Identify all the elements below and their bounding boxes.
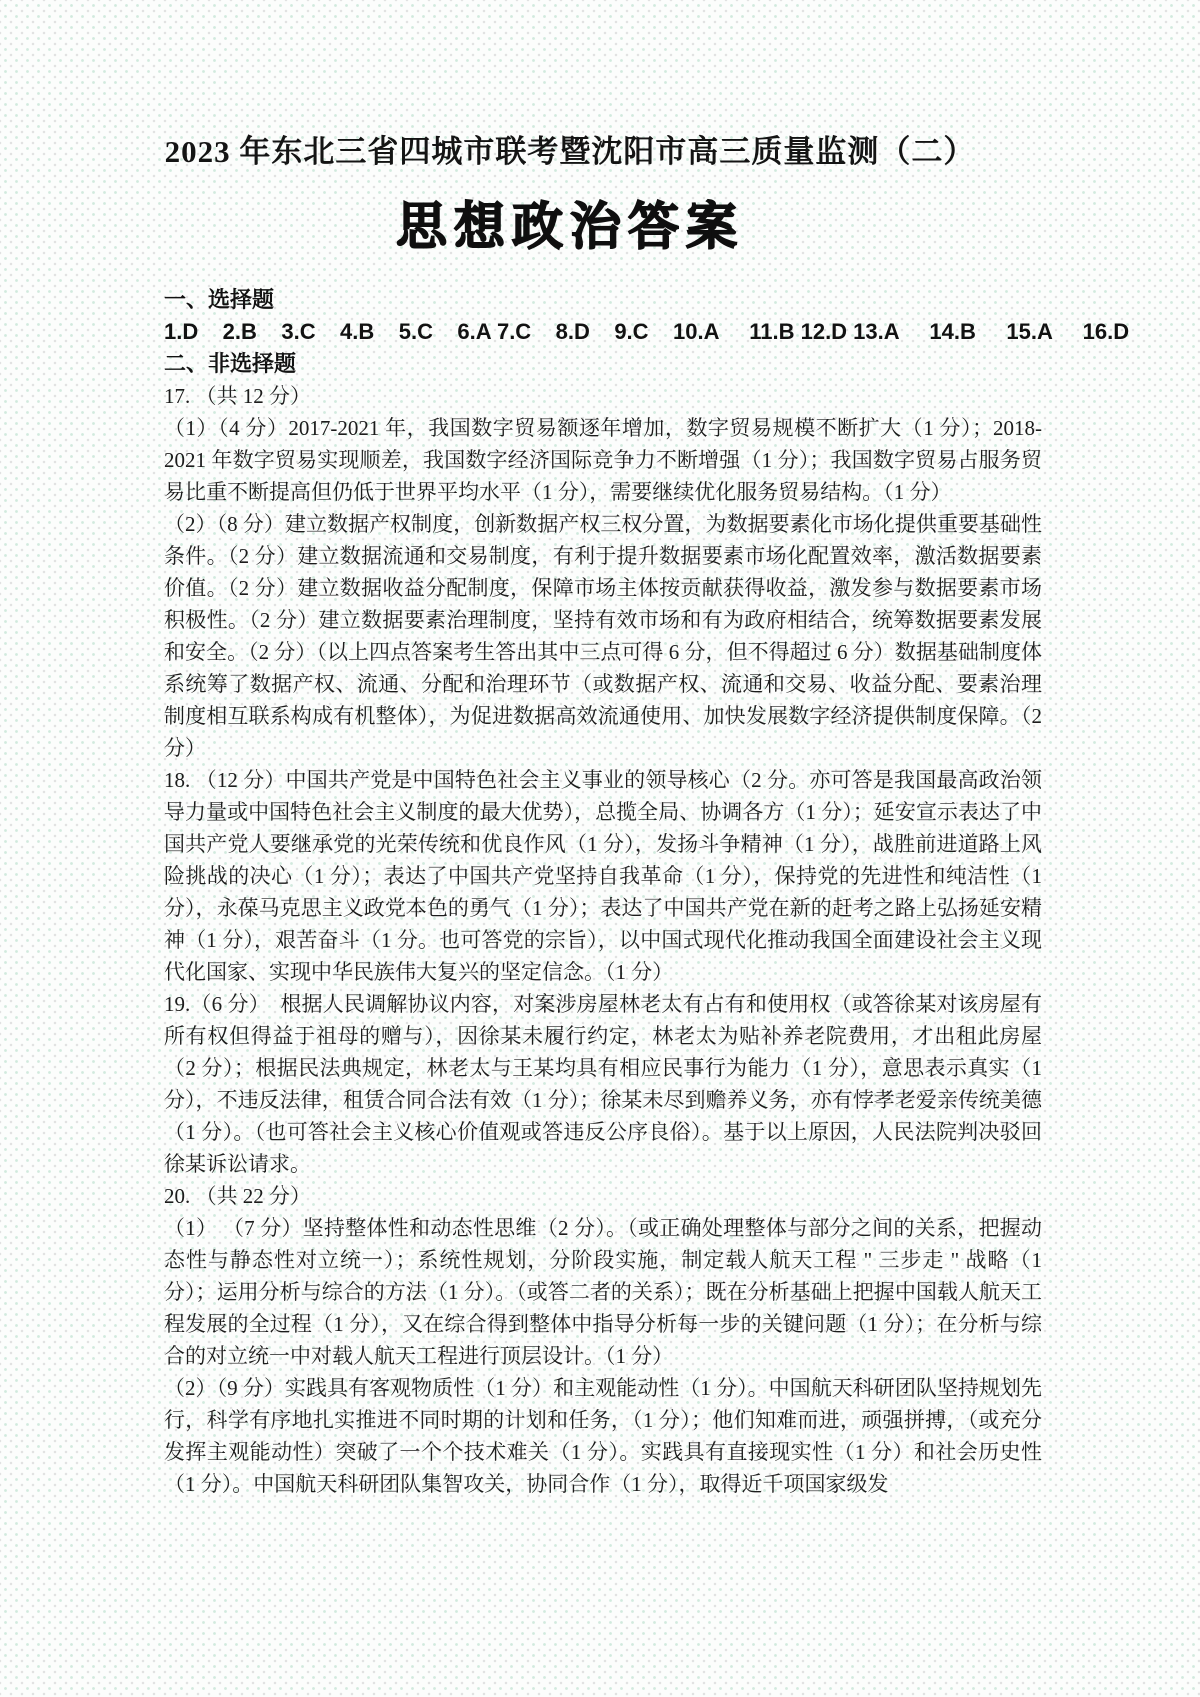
question-17-part1-answer: （1）（4 分）2017-2021 年，我国数字贸易额逐年增加，数字贸易规模不断扩大（1 分）；2018-2021 年数字贸易实现顺差，我国数字经济国际竞争力不断增强（1 分）；我国数字贸易占服务贸易比重不断提高但仍低于世界平均水平（1 分），需要继续优化服务贸易结构。（1 分）: [164, 416, 1042, 504]
exam-title: 2023 年东北三省四城市联考暨沈阳市高三质量监测（二）: [164, 134, 976, 169]
question-20-header: 20. （共 22 分）: [164, 1184, 311, 1208]
question-20-part2-answer: （2）（9 分）实践具有客观物质性（1 分）和主观能动性（1 分）。中国航天科研团队坚持规划先行，科学有序地扎实推进不同时期的计划和任务，（1 分）；他们知难而进，顽强拼搏，（或充分发挥主观能动性）突破了一个个技术难关（1 分）。实践具有直接现实性（1 分）和社会历史性（1 分）。中国航天科研团队集智攻关，协同合作（1 分），取得近千项国家级发: [164, 1376, 1042, 1496]
question-20-part1-answer: （1） （7 分）坚持整体性和动态性思维（2 分）。（或正确处理整体与部分之间的关系，把握动态性与静态性对立统一）；系统性规划，分阶段实施，制定载人航天工程 " 三步走 " 战略（1 分）；运用分析与综合的方法（1 分）。（或答二者的关系）；既在分析基础上把握中国载人航天工程发展的全过程（1 分），又在综合得到整体中指导分析每一步的关键问题（1 分）；在分析与综合的对立统一中对载人航天工程进行顶层设计。（1 分）: [164, 1216, 1042, 1368]
question-17-part2-answer: （2）（8 分）建立数据产权制度，创新数据产权三权分置，为数据要素化市场化提供重要基础性条件。（2 分）建立数据流通和交易制度，有利于提升数据要素市场化配置效率，激活数据要素价值。（2 分）建立数据收益分配制度，保障市场主体按贡献获得收益，激发参与数据要素市场积极性。（2 分）建立数据要素治理制度，坚持有效市场和有为政府相结合，统筹数据要素发展和安全。（2 分）（以上四点答案考生答出其中三点可得 6 分，但不得超过 6 分）数据基础制度体系统筹了数据产权、流通、分配和治理环节（或数据产权、流通和交易、收益分配、要素治理制度相互联系构成有机整体），为促进数据高效流通使用、加快发展数字经济提供制度保障。（2 分）: [164, 512, 1042, 760]
answer-content: [164, 284, 1130, 1500]
subjective-section-heading: 二、非选择题: [164, 351, 297, 376]
subject-title: 思想政治答案: [395, 198, 744, 255]
question-19-answer: 19.（6 分） 根据人民调解协议内容，对案涉房屋林老太有占有和使用权（或答徐某对该房屋有所有权但得益于祖母的赠与），因徐某未履行约定，林老太为贴补养老院费用，才出租此房屋（2 分）；根据民法典规定，林老太与王某均具有相应民事行为能力（1 分），意思表示真实（1 分），不违反法律，租赁合同合法有效（1 分）；徐某未尽到赡养义务，亦有悖孝老爱亲传统美德（1 分）。（也可答社会主义核心价值观或答违反公序良俗）。基于以上原因，人民法院判决驳回徐某诉讼请求。: [164, 992, 1042, 1176]
question-17-header: 17. （共 12 分）: [164, 384, 311, 408]
choice-section-heading: 一、选择题: [164, 287, 275, 312]
choice-answers-line: 1.D 2.B 3.C 4.B 5.C 6.A 7.C 8.D 9.C 10.A 11.B 12.D 13.A 14.B 15.A 16.D: [164, 319, 1130, 344]
question-18-answer: 18. （12 分）中国共产党是中国特色社会主义事业的领导核心（2 分。亦可答是我国最高政治领导力量或中国特色社会主义制度的最大优势），总揽全局、协调各方（1 分）；延安宣示表达了中国共产党人要继承党的光荣传统和优良作风（1 分），发扬斗争精神（1 分），战胜前进道路上风险挑战的决心（1 分）；表达了中国共产党坚持自我革命（1 分），保持党的先进性和纯洁性（1 分），永葆马克思主义政党本色的勇气（1 分）；表达了中国共产党在新的赶考之路上弘扬延安精神（1 分），艰苦奋斗（1 分。也可答党的宗旨），以中国式现代化推动我国全面建设社会主义现代化国家、实现中华民族伟大复兴的坚定信念。（1 分）: [164, 768, 1042, 984]
